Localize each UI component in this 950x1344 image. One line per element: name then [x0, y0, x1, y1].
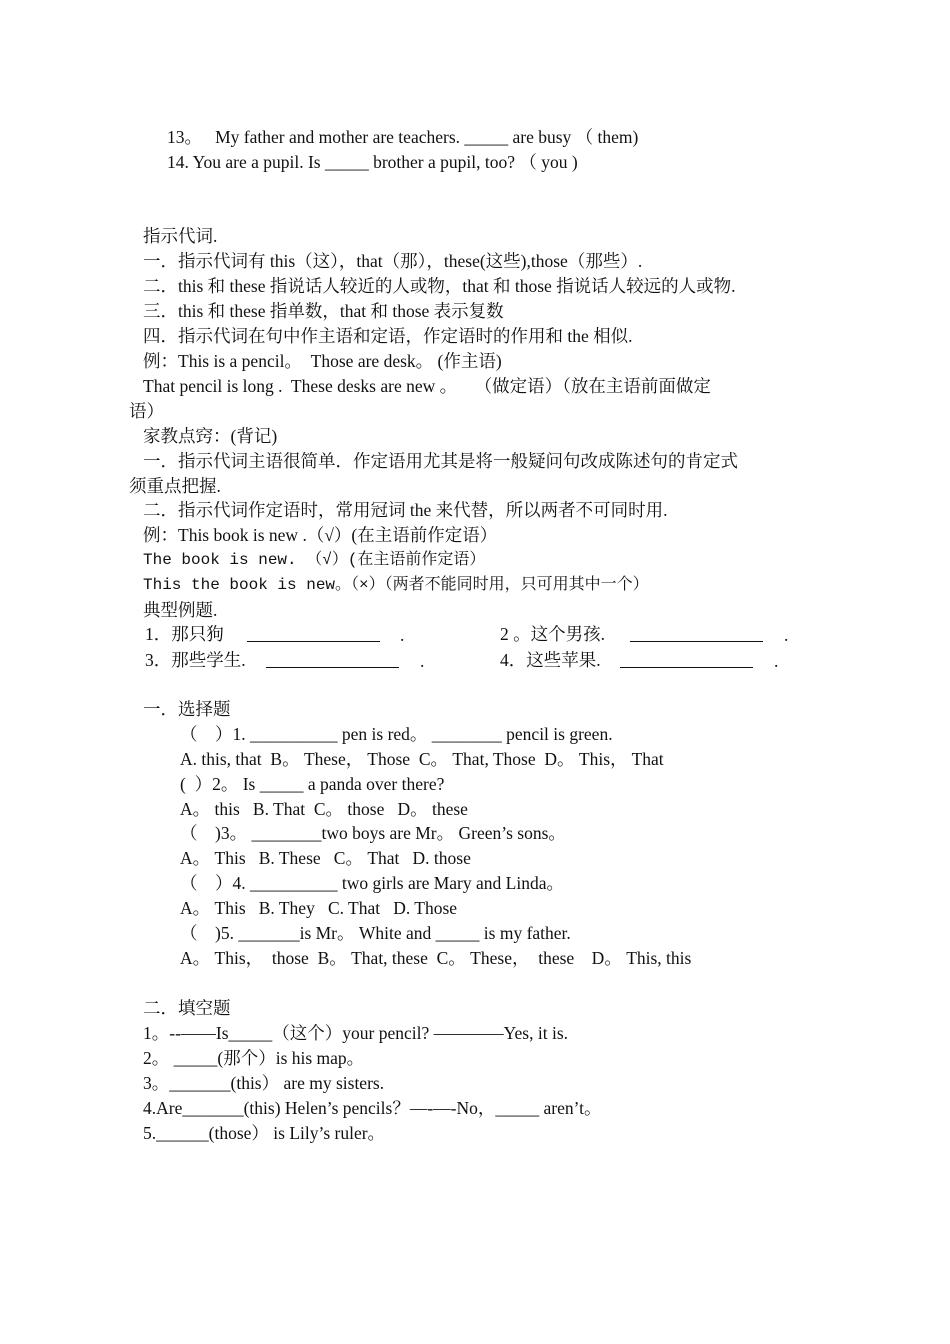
- exercise-item-14: 14. You are a pupil. Is _____ brother a pupil, too? （ you ): [167, 152, 578, 172]
- tip-example-mono: This the book is new。（×）（两者不能同时用，只可用其中一个）: [143, 576, 649, 594]
- example-end: .: [400, 625, 405, 645]
- answer-blank[interactable]: [247, 641, 380, 642]
- choice-options: A。 This， those B。 That, these C。 These， these D。 This, this: [180, 948, 692, 968]
- tip-item: 一．指示代词主语很简单．作定语用尤其是将一般疑问句改成陈述句的肯定式: [143, 451, 738, 471]
- choice-options: A。 This B. These C。 That D. those: [180, 848, 471, 868]
- rule-item: 二．this 和 these 指说话人较近的人或物，that 和 those 指说话人较远的人或物.: [143, 276, 736, 296]
- choice-options: A. this, that B。 These， Those C。 That, Those D。 This， That: [180, 749, 664, 769]
- rule-example-continued: 语）: [129, 401, 164, 421]
- fill-question: 4.Are_______(this) Helen’s pencils？—-—-No，_____ aren’t。: [143, 1098, 602, 1118]
- rule-example: That pencil is long . These desks are new 。 （做定语）（放在主语前面做定: [143, 376, 711, 396]
- fill-question: 5.______(those） is Lily’s ruler。: [143, 1123, 386, 1143]
- section-title-examples: 典型例题.: [143, 600, 218, 620]
- answer-blank[interactable]: [266, 667, 399, 668]
- choice-question: （ )5. _______is Mr。 White and _____ is my father.: [180, 923, 571, 943]
- section-title-fill: 二．填空题: [143, 998, 231, 1018]
- answer-blank[interactable]: [620, 667, 753, 668]
- section-title-demonstratives: 指示代词.: [143, 226, 218, 246]
- answer-blank[interactable]: [630, 641, 763, 642]
- rule-item: 三．this 和 these 指单数，that 和 those 表示复数: [143, 301, 504, 321]
- choice-question: （ ）4. __________ two girls are Mary and Linda。: [180, 873, 564, 893]
- example-end: .: [774, 651, 779, 671]
- rule-item: 四．指示代词在句中作主语和定语，作定语时的作用和 the 相似.: [143, 326, 633, 346]
- section-title-choice: 一．选择题: [143, 699, 231, 719]
- fill-question: 3。_______(this） are my sisters.: [143, 1073, 385, 1093]
- section-title-tips: 家教点窍：(背记): [143, 426, 278, 446]
- fill-question: 1。--——Is_____（这个）your pencil? ————Yes, it is.: [143, 1023, 569, 1043]
- tip-item: 二．指示代词作定语时，常用冠词 the 来代替，所以两者不可同时用.: [143, 500, 668, 520]
- tip-item-continued: 须重点把握.: [129, 476, 221, 496]
- choice-question: ( ）2。 Is _____ a panda over there?: [180, 774, 445, 794]
- choice-question: （ )3。 ________two boys are Mr。 Green’s sons。: [180, 823, 566, 843]
- choice-options: A。 this B. That C。 those D。 these: [180, 799, 468, 819]
- tip-example-mono: The book is new. （√）(在主语前作定语）: [143, 551, 486, 569]
- tip-example: 例：This book is new .（√）(在主语前作定语）: [143, 525, 498, 545]
- exercise-item-13: 13。 My father and mother are teachers. _____ are busy （ them): [167, 127, 639, 147]
- fill-question: 2。 _____(那个）is his map。: [143, 1048, 365, 1068]
- example-label: 2 。这个男孩.: [500, 624, 605, 644]
- example-end: .: [784, 625, 789, 645]
- example-label: 4．这些苹果.: [500, 650, 601, 670]
- rule-example: 例：This is a pencil。 Those are desk。 (作主语): [143, 351, 502, 371]
- example-end: .: [420, 651, 425, 671]
- choice-options: A。 This B. They C. That D. Those: [180, 898, 458, 918]
- example-label: 3．那些学生.: [145, 650, 246, 670]
- rule-item: 一．指示代词有 this（这），that（那），these(这些),those（那些）.: [143, 251, 643, 271]
- choice-question: （ ）1. __________ pen is red。 ________ pencil is green.: [180, 724, 613, 744]
- example-label: 1．那只狗: [145, 624, 224, 644]
